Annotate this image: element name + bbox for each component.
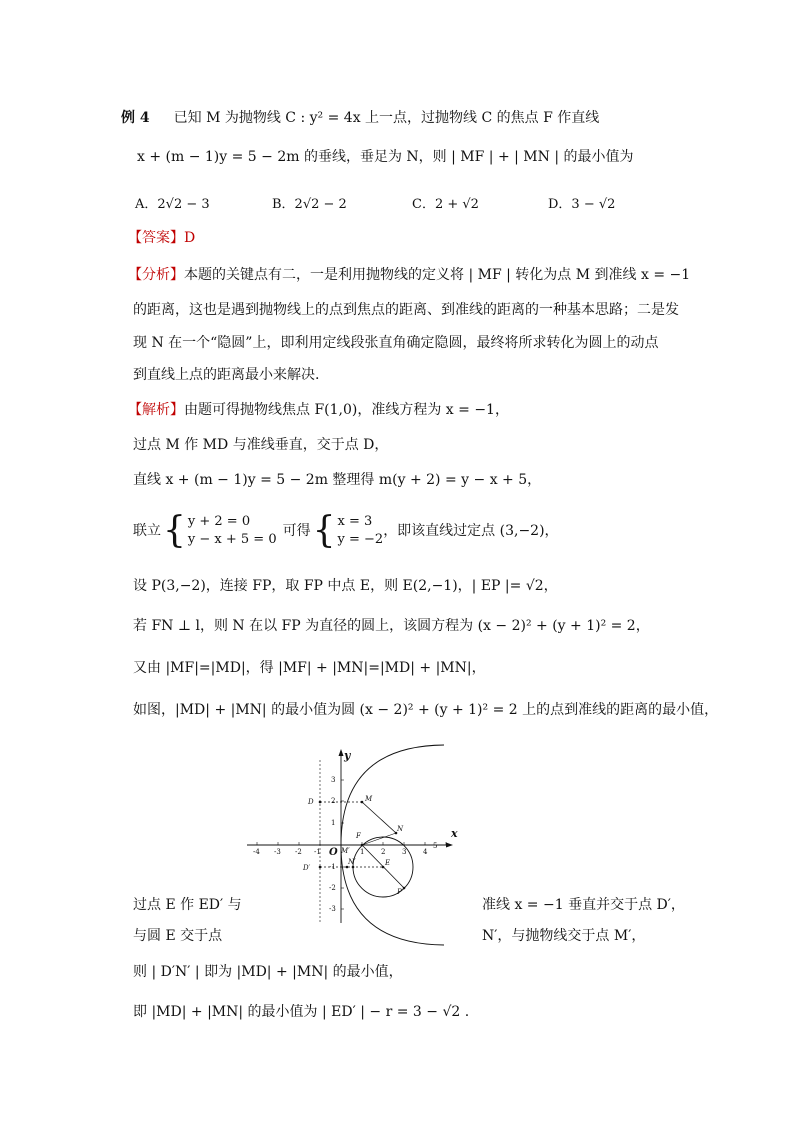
problem-text-2: x + (m − 1)y = 5 − 2m 的垂线，垂足为 N，则 | MF | + | MN | 的最小值为 (137, 149, 634, 165)
label-d: D (308, 798, 314, 806)
segment-fn (362, 833, 396, 845)
x-tick-label: 2 (381, 848, 386, 856)
system-2 (338, 513, 384, 549)
x-tick-label: 4 (423, 848, 428, 856)
solution-text-5: 设 P(3,−2)，连接 FP，取 FP 中点 E，则 E(2,−1)，| EP |= √2， (133, 578, 558, 594)
solution-text-2: 过点 M 作 MD 与准线垂直，交于点 D， (133, 437, 389, 453)
origin-label: O (329, 847, 338, 858)
y-tick-label: -3 (329, 905, 336, 913)
solution-text-4a: 联立 (133, 523, 161, 539)
system-1-eq-2: y − x + 5 = 0 (187, 532, 277, 547)
x-tick-label: 3 (402, 848, 407, 856)
option-a: A．2√2 − 3 (135, 197, 210, 212)
y-axis-arrow (339, 749, 344, 756)
label-n: N (397, 825, 404, 833)
label-f: F (356, 832, 361, 840)
solution-text-4b: 可得 (282, 523, 311, 539)
label-m: M (365, 795, 373, 803)
brace-1: { (163, 510, 186, 551)
x-tick-label: -3 (274, 848, 281, 856)
label-d-prime: D′ (303, 864, 311, 872)
y-tick-label: 3 (331, 776, 336, 784)
problem-text-1: 已知 M 为抛物线 C : y² = 4x 上一点，过抛物线 C 的焦点 F 作直线 (173, 110, 600, 126)
x-axis-label: x (451, 827, 458, 840)
x-tick-label: -4 (253, 848, 260, 856)
solution-text-11: 则 | D′N′ | 即为 |MD| + |MN| 的最小值， (133, 964, 403, 980)
system-1 (188, 513, 277, 549)
solution-text-4c: ，即该直线过定点 (3,−2)， (383, 523, 559, 539)
solution-text-1: 由题可得抛物线焦点 F(1,0)，准线方程为 x = −1， (184, 402, 509, 418)
answer-tag: 【答案】 (128, 230, 184, 246)
point-n-prime (352, 866, 355, 869)
point-e (382, 866, 385, 869)
x-tick-label: -2 (295, 848, 302, 856)
solution-text-7: 又由 |MF|=|MD|，得 |MF| + |MN|=|MD| + |MN|， (133, 660, 486, 676)
brace-2: { (312, 510, 336, 551)
example-label: 例 4 (121, 110, 150, 126)
system-2-eq-1: x = 3 (337, 514, 373, 529)
solution-text-3: 直线 x + (m − 1)y = 5 − 2m 整理得 m(y + 2) = y − x + 5， (133, 472, 542, 488)
solution-text-10-left: 与圆 E 交于点 (133, 928, 223, 944)
y-tick-label: 2 (331, 797, 336, 805)
option-b: B．2√2 − 2 (272, 197, 347, 212)
analysis-text-2: 的距离，这也是遇到抛物线上的点到焦点的距离、到准线的距离的一种基本思路；二是发 (133, 302, 679, 318)
label-m-prime: M′ (341, 847, 350, 855)
x-tick-label: 1 (360, 848, 365, 856)
solution-text-9-right: 准线 x = −1 垂直并交于点 D′， (482, 897, 685, 913)
solution-text-6: 若 FN ⊥ l，则 N 在以 FP 为直径的圆上，该圆方程为 (x − 2)² + (y + 1)² = 2， (133, 618, 650, 634)
label-e: E (385, 859, 391, 867)
solution-text-12: 即 |MD| + |MN| 的最小值为 | ED′ | − r = 3 − √2 . (133, 1004, 470, 1020)
solution-text-9-left: 过点 E 作 ED′ 与 (133, 897, 242, 913)
option-d: D．3 − √2 (548, 197, 616, 212)
y-tick-label: 1 (331, 819, 336, 827)
point-d (319, 801, 322, 804)
point-d-prime (319, 866, 322, 869)
label-p: P (397, 888, 402, 896)
point-p (403, 887, 406, 890)
analysis-tag: 【分析】 (128, 267, 184, 283)
y-axis-label: y (344, 749, 351, 762)
x-tick-label: -1 (314, 848, 321, 856)
answer-line (128, 228, 195, 248)
system-2-eq-2: y = −2 (337, 532, 384, 547)
x-tick-label: 5 (433, 842, 438, 850)
system-1-eq-1: y + 2 = 0 (187, 514, 251, 529)
point-m-prime (346, 866, 349, 869)
y-tick-label: -2 (329, 884, 336, 892)
analysis-line-1 (128, 265, 690, 285)
answer-value: D (184, 230, 196, 246)
point-f (361, 844, 364, 847)
y-tick-label: -1 (329, 863, 336, 871)
problem-line-1 (121, 108, 599, 128)
x-ticks (257, 842, 446, 845)
x-axis-arrow (446, 843, 453, 848)
solution-text-4 (133, 511, 559, 551)
solution-tag: 【解析】 (128, 402, 184, 418)
label-n-prime: N′ (348, 858, 356, 866)
analysis-text-4: 到直线上点的距离最小来解决. (133, 367, 320, 383)
solution-text-10-right: N′，与抛物线交于点 M′， (482, 928, 646, 944)
segment-mn (362, 802, 396, 833)
solution-line-1 (128, 400, 509, 420)
analysis-text-3: 现 N 在一个“隐圆”上，即利用定线段张直角确定隐圆，最终将所求转化为圆上的动点 (133, 335, 659, 351)
option-c: C．2 + √2 (412, 197, 479, 212)
geometry-figure (245, 745, 458, 925)
analysis-text-1: 本题的关键点有二，一是利用抛物线的定义将 | MF | 转化为点 M 到准线 x = −1 (184, 267, 691, 283)
point-m (361, 801, 364, 804)
solution-text-8: 如图，|MD| + |MN| 的最小值为圆 (x − 2)² + (y + 1)² = 2 上的点到准线的距离的最小值， (133, 702, 719, 718)
